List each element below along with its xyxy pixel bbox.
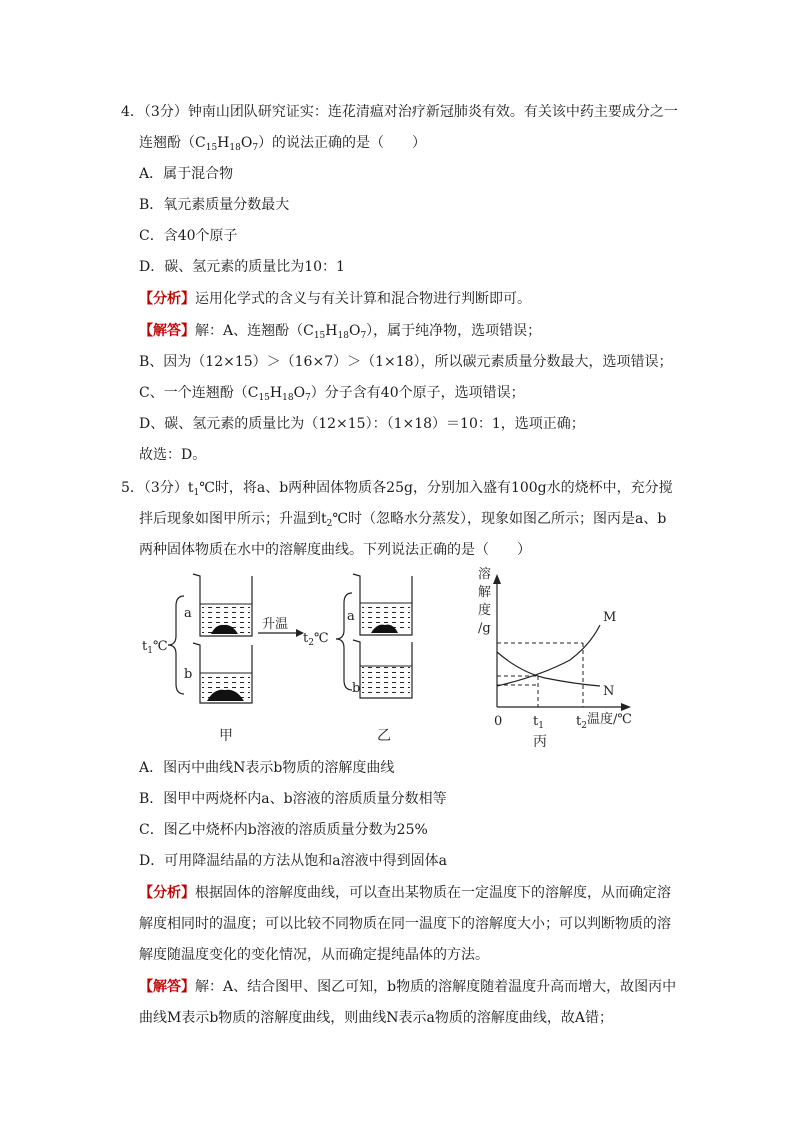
bing-caption: 丙 [533, 734, 547, 750]
q4-sub-c: 15 [205, 143, 218, 153]
jia-brace [168, 596, 184, 694]
q4-ans-c-el-h: H [269, 385, 283, 401]
curve-m-label: M [603, 610, 617, 625]
q5-t1-sub: 1 [193, 488, 200, 498]
q4-analysis-text: 运用化学式的含义与有关计算和混合物进行判断即可。 [195, 291, 531, 307]
q5-stem-line2 [139, 509, 666, 529]
yi-temp-label: $t_2℃$ [303, 631, 329, 648]
q4-stem-text1: 钟南山团队研究证实：连花清瘟对治疗新冠肺炎有效。有关该中药主要成分之一 [187, 104, 678, 120]
yi-label-b: b [352, 681, 361, 696]
q5-answer-text1: 解：A、结合图甲、图乙可知，b物质的溶解度随着温度升高而增大，故图丙中 [195, 979, 677, 995]
q4-stem-line2 [139, 133, 426, 153]
bing-ylabel-3: /g [478, 621, 491, 636]
q4-ans-c-sub-h: 18 [282, 393, 294, 403]
q5-answer-line2: 曲线M表示b物质的溶解度曲线，则曲线N表示a物质的溶解度曲线，故A错； [139, 1010, 614, 1026]
figure-bing [478, 566, 632, 750]
q4-number: 4．（3分） [121, 104, 188, 120]
q4-ans-a-pre: 解：A、连翘酚（C [195, 323, 314, 339]
q4-ans-a-sub-c: 15 [313, 331, 326, 341]
q4-el-o: O [240, 135, 253, 151]
q5-stem-line1 [121, 478, 673, 498]
q4-analysis [139, 289, 531, 309]
q4-ans-c-sub-c: 15 [258, 393, 270, 403]
yi-beaker-a [353, 574, 412, 635]
q5-stem1-text: ℃时，将a、b两种固体物质各25g，分别加入盛有100g水的烧杯中，充分搅 [199, 480, 673, 496]
q4-answer-c [139, 383, 525, 403]
q5-stem2-text-b: ℃时（忽略水分蒸发），现象如图乙所示；图丙是a、b [332, 511, 667, 527]
jia-caption: 甲 [219, 728, 233, 744]
bing-tick-t2: $t_2$ [576, 714, 587, 731]
q4-ans-a-el-o: O [348, 323, 361, 339]
q4-ans-a-el-h: H [325, 323, 338, 339]
heating-arrow [258, 617, 304, 637]
q4-option-b: B．氧元素质量分数最大 [139, 197, 290, 213]
q4-el-h: H [217, 135, 230, 151]
q4-answer-d: D、碳、氢元素的质量比为（12×15）：（1×18）＝10：1，选项正确； [139, 416, 585, 432]
q5-option-c: C．图乙中烧杯内b溶液的溶质质量分数为25% [139, 822, 428, 838]
curve-m [497, 625, 600, 686]
q5-figure [0, 560, 794, 760]
q4-ans-a-sub-h: 18 [337, 331, 349, 341]
q5-answer-line1 [139, 977, 676, 997]
curve-n-label: N [603, 684, 615, 699]
q4-ans-c-post: ）分子含有40个原子，选项错误； [310, 385, 525, 401]
answer-tag: 【解答】 [139, 323, 195, 339]
q4-option-d: D．碳、氢元素的质量比为10：1 [139, 259, 345, 275]
bing-ylabel-0: 溶 [478, 567, 492, 582]
jia-beaker-b [193, 643, 252, 703]
q4-ans-a-post: ），属于纯净物，选项错误； [366, 323, 542, 339]
q4-ans-c-el-o: O [293, 385, 306, 401]
q5-analysis-line2: 解度相同时的温度；可以比较不同物质在同一温度下的溶解度大小；可以判断物质的溶 [139, 916, 671, 932]
q4-option-a: A．属于混合物 [139, 166, 234, 182]
curve-n [497, 652, 600, 686]
q5-option-b: B．图甲中两烧杯内a、b溶液的溶质质量分数相等 [139, 791, 447, 807]
q5-analysis-text1: 根据固体的溶解度曲线，可以查出某物质在一定温度下的溶解度，从而确定溶 [195, 885, 671, 901]
q4-answer-b: B、因为（12×15）＞（16×7）＞（1×18），所以碳元素质量分数最大，选项错误； [139, 354, 673, 370]
q5-stem2-text-a: 拌后现象如图甲所示；升温到 [139, 511, 321, 527]
q4-ans-c-pre: C、一个连翘酚（C [139, 385, 259, 401]
heating-arrow-label: 升温 [262, 617, 289, 632]
q5-stem-line3: 两种固体物质在水中的溶解度曲线。下列说法正确的是（ ） [139, 542, 531, 558]
q4-ans-c-sub-o: 7 [305, 393, 311, 403]
yi-caption: 乙 [377, 728, 391, 744]
q4-ans-a-sub-o: 7 [360, 331, 367, 341]
q5-analysis-line1 [139, 883, 671, 903]
q5-t1: t [187, 480, 194, 496]
bing-ylabel-2: 度 [478, 603, 492, 618]
q4-sub-h: 18 [229, 143, 241, 153]
answer-tag: 【解答】 [139, 979, 195, 995]
q4-stem-line1 [121, 102, 678, 122]
jia-label-a: a [184, 606, 192, 621]
analysis-tag: 【分析】 [139, 885, 195, 901]
yi-label-a: a [347, 609, 355, 624]
q5-number: 5．（3分） [121, 480, 188, 496]
q4-sub-o: 7 [252, 143, 259, 153]
figure-yi [303, 574, 412, 744]
jia-label-b: b [184, 667, 193, 682]
bing-origin: 0 [494, 714, 503, 729]
q4-stem-post: ）的说法正确的是（ ） [258, 135, 427, 151]
bing-tick-t1: $t_1$ [533, 714, 544, 731]
yi-beaker-b [353, 640, 412, 698]
bing-xlabel: 温度/℃ [587, 712, 632, 727]
q5-option-a: A．图丙中曲线N表示b物质的溶解度曲线 [139, 760, 395, 776]
q5-option-d: D．可用降温结晶的方法从饱和a溶液中得到固体a [139, 853, 447, 869]
jia-beaker-a [193, 574, 252, 636]
q5-analysis-line3: 解度随温度变化的变化情况，从而确定提纯晶体的方法。 [139, 947, 489, 963]
figure-jia [142, 574, 252, 744]
yi-brace [336, 593, 352, 690]
bing-ylabel-1: 解 [478, 585, 492, 600]
q4-answer-a [139, 321, 541, 341]
q4-choose: 故选：D。 [139, 447, 207, 463]
q4-option-c: C．含40个原子 [139, 228, 238, 244]
q5-t2: t [321, 511, 327, 527]
q5-t2-sub: 2 [326, 519, 333, 529]
q4-stem-pre: 连翘酚（C [139, 135, 206, 151]
analysis-tag: 【分析】 [139, 291, 195, 307]
jia-temp-label: $t_1℃$ [142, 639, 168, 656]
